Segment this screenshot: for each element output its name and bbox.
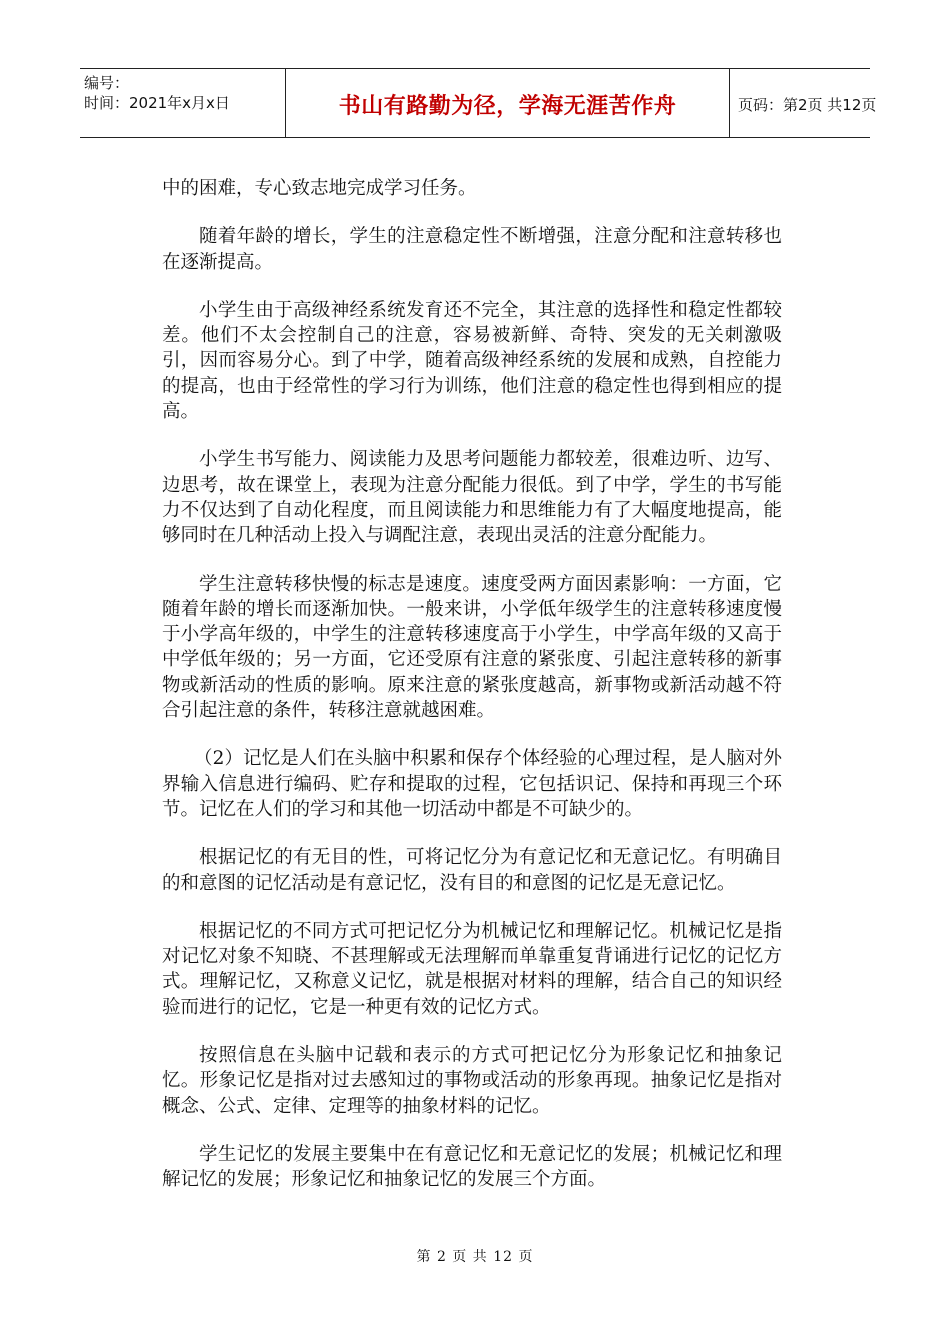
paragraph-4: 小学生书写能力、阅读能力及思考问题能力都较差，很难边听、边写、边思考，故在课堂上，表现为注意分配能力很低。到了中学，学生的书写能力不仅达到了自动化程度，而且阅读能力和思维能力有了大幅度地提高，能够同时在几种活动上投入与调配注意，表现出灵活的注意分配能力。 bbox=[162, 449, 782, 547]
paragraph-3: 小学生由于高级神经系统发育还不完全，其注意的选择性和稳定性都较差。他们不太会控制自己的注意，容易被新鲜、奇特、突发的无关刺激吸引，因而容易分心。到了中学，随着高级神经系统的发展和成熟，自控能力的提高，也由于经常性的学习行为训练，他们注意的稳定性也得到相应的提高。 bbox=[162, 299, 782, 423]
paragraph-5: 学生注意转移快慢的标志是速度。速度受两方面因素影响：一方面，它随着年龄的增长而逐渐加快。一般来讲，小学低年级学生的注意转移速度慢于小学高年级的，中学生的注意转移速度高于小学生，中学高年级的又高于中学低年级的；另一方面，它还受原有注意的紧张度、引起注意转移的新事物或新活动的性质的影响。原来注意的紧张度越高，新事物或新活动越不符合引起注意的条件，转移注意就越困难。 bbox=[162, 573, 782, 722]
page-footer: 第 2 页 共 12 页 bbox=[416, 1249, 534, 1265]
paragraph-1: 中的困难，专心致志地完成学习任务。 bbox=[162, 178, 477, 199]
page-header bbox=[80, 68, 877, 138]
paragraph-6: （2）记忆是人们在头脑中积累和保存个体经验的心理过程，是人脑对外界输入信息进行编码、贮存和提取的过程，它包括识记、保持和再现三个环节。记忆在人们的学习和其他一切活动中都是不可缺少的。 bbox=[162, 748, 782, 820]
document-time-label: 时间：2021年x月x日 bbox=[84, 94, 230, 112]
document-body bbox=[162, 176, 782, 1216]
header-info-cell bbox=[80, 69, 285, 137]
header-motto-cell bbox=[285, 69, 730, 137]
paragraph-2: 随着年龄的增长，学生的注意稳定性不断增强，注意分配和注意转移也在逐渐提高。 bbox=[162, 226, 782, 273]
document-number-label: 编号： bbox=[84, 74, 130, 92]
header-page-cell bbox=[730, 69, 877, 137]
header-motto: 书山有路勤为径，学海无涯苦作舟 bbox=[338, 94, 677, 119]
header-page-number: 页码：第2页 共12页 bbox=[738, 96, 877, 114]
paragraph-10: 学生记忆的发展主要集中在有意记忆和无意记忆的发展；机械记忆和理解记忆的发展；形象记忆和抽象记忆的发展三个方面。 bbox=[162, 1143, 782, 1191]
paragraph-9: 按照信息在头脑中记载和表示的方式可把记忆分为形象记忆和抽象记忆。形象记忆是指对过去感知过的事物或活动的形象再现。抽象记忆是指对概念、公式、定律、定理等的抽象材料的记忆。 bbox=[162, 1045, 782, 1117]
paragraph-7: 根据记忆的有无目的性，可将记忆分为有意记忆和无意记忆。有明确目的和意图的记忆活动是有意记忆，没有目的和意图的记忆是无意记忆。 bbox=[162, 847, 782, 894]
paragraph-8: 根据记忆的不同方式可把记忆分为机械记忆和理解记忆。机械记忆是指对记忆对象不知晓、不甚理解或无法理解而单靠重复背诵进行记忆的记忆方式。理解记忆，又称意义记忆，就是根据对材料的理解，结合自己的知识经验而进行的记忆，它是一种更有效的记忆方式。 bbox=[162, 920, 782, 1018]
